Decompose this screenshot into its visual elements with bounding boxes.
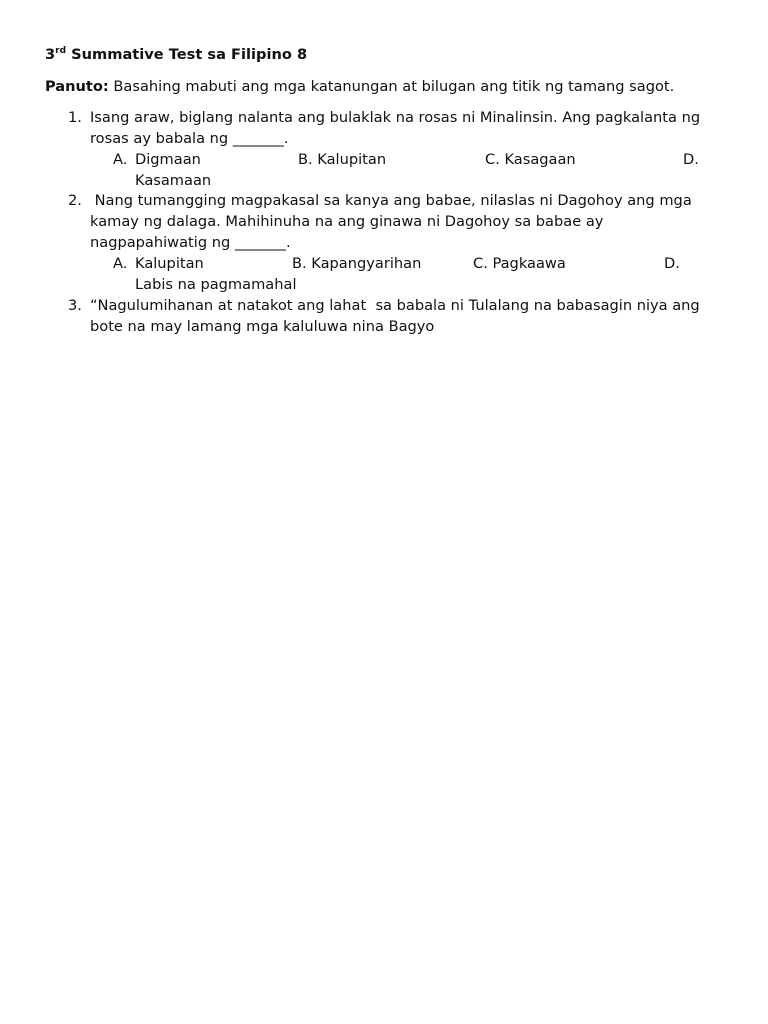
question-1-line-2: rosas ay babala ng _______. (90, 130, 289, 147)
question-1-choice-c: C. Kasagaan (485, 151, 576, 168)
question-3-line-1: “Nagulumihanan at natakot ang lahat sa babala ni Tulalang na babasagin niya ang (90, 297, 700, 314)
question-2-choice-a: Kalupitan (135, 255, 204, 272)
directions (45, 77, 674, 97)
title-ordinal-suffix: rd (55, 46, 67, 56)
question-2-number: 2. (68, 192, 82, 209)
directions-text: Basahing mabuti ang mga katanungan at bilugan ang titik ng tamang sagot. (108, 78, 675, 95)
question-2-choice-d-letter: D. (664, 255, 680, 272)
question-1-line-1: Isang araw, biglang nalanta ang bulaklak na rosas ni Minalinsin. Ang pagkalanta ng (90, 109, 701, 126)
title-ordinal-number: 3 (45, 46, 56, 63)
question-1-choice-d-letter: D. (683, 151, 699, 168)
question-3-number: 3. (68, 297, 82, 314)
question-3-line-2: bote na may lamang mga kaluluwa nina Bagyo (90, 318, 435, 335)
question-1-choice-a-letter: A. (113, 151, 128, 168)
question-2-line-2: kamay ng dalaga. Mahihinuha na ang ginawa ni Dagohoy sa babae ay (90, 213, 604, 230)
question-2-choice-d: Labis na pagmamahal (135, 276, 297, 293)
document-title (45, 45, 307, 65)
title-text: Summative Test sa Filipino 8 (66, 46, 308, 63)
question-2-choice-c: C. Pagkaawa (473, 255, 566, 272)
question-1-choice-d: Kasamaan (135, 172, 212, 189)
question-1-number: 1. (68, 109, 82, 126)
question-1-choice-b: B. Kalupitan (298, 151, 387, 168)
question-2-line-1: Nang tumangging magpakasal sa kanya ang babae, nilaslas ni Dagohoy ang mga (90, 192, 692, 209)
directions-label: Panuto: (45, 78, 109, 95)
question-2-choice-b: B. Kapangyarihan (292, 255, 422, 272)
question-1-choice-a: Digmaan (135, 151, 201, 168)
question-2-line-3: nagpapahiwatig ng _______. (90, 234, 291, 251)
question-2-choice-a-letter: A. (113, 255, 128, 272)
